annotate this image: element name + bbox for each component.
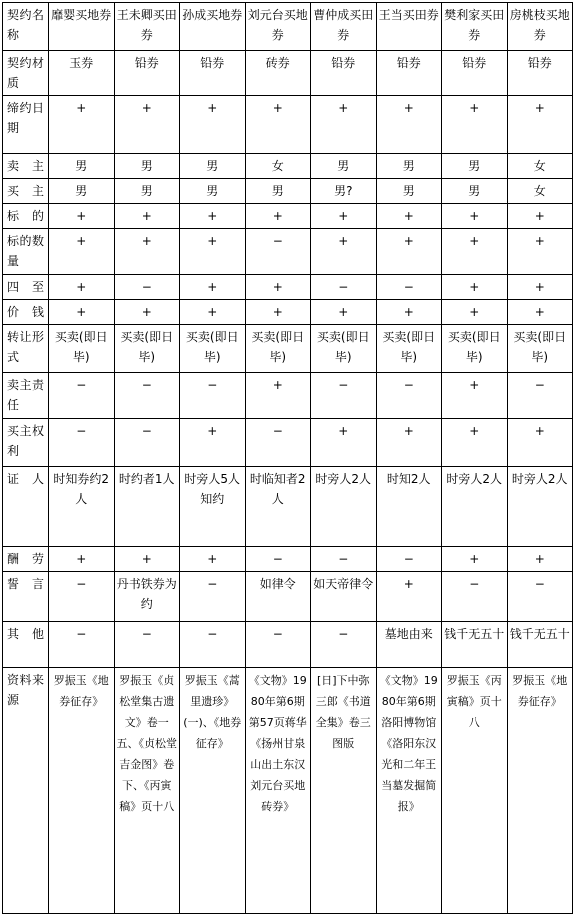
table-cell: − bbox=[507, 373, 573, 419]
table-cell: 《文物》1980年第6期洛阳博物馆《洛阳东汉光和二年王当墓发掘简报》 bbox=[376, 668, 442, 914]
table-cell: + bbox=[245, 373, 311, 419]
table-cell: − bbox=[114, 419, 180, 467]
table-cell: + bbox=[311, 229, 377, 275]
table-cell: + bbox=[180, 300, 246, 325]
contract-name-header: 刘元台买地券 bbox=[245, 3, 311, 51]
table-cell: 时旁人2人 bbox=[442, 467, 508, 547]
table-cell: + bbox=[180, 204, 246, 229]
table-cell: 罗振玉《蒿里遗珍》(一)、《地券征存》 bbox=[180, 668, 246, 914]
table-cell: + bbox=[442, 419, 508, 467]
table-cell: + bbox=[376, 229, 442, 275]
table-cell: − bbox=[114, 622, 180, 668]
table-cell: + bbox=[180, 229, 246, 275]
table-cell: 男 bbox=[114, 179, 180, 204]
table-cell: 《文物》1980年第6期第57页蒋华《扬州甘泉山出土东汉刘元台买地砖券》 bbox=[245, 668, 311, 914]
table-cell: 铅券 bbox=[507, 51, 573, 96]
table-cell: + bbox=[507, 96, 573, 154]
row-label-cell: 标的 bbox=[3, 204, 49, 229]
table-cell: + bbox=[376, 204, 442, 229]
table-cell: − bbox=[376, 275, 442, 300]
table-cell: 如天帝律令 bbox=[311, 572, 377, 622]
table-cell: + bbox=[442, 300, 508, 325]
table-cell: 买卖(即日毕) bbox=[180, 325, 246, 373]
corner-header-cell: 契约名称 bbox=[3, 3, 49, 51]
table-cell: 时知券约2人 bbox=[49, 467, 115, 547]
table-row bbox=[3, 572, 573, 622]
row-label-cell: 价钱 bbox=[3, 300, 49, 325]
table-cell: − bbox=[180, 622, 246, 668]
contract-name-header: 靡婴买地券 bbox=[49, 3, 115, 51]
table-cell: 男 bbox=[180, 179, 246, 204]
table-cell: 买卖(即日毕) bbox=[442, 325, 508, 373]
table-row bbox=[3, 300, 573, 325]
contract-name-header: 王当买田券 bbox=[376, 3, 442, 51]
table-row bbox=[3, 275, 573, 300]
table-row bbox=[3, 668, 573, 914]
table-cell: + bbox=[49, 96, 115, 154]
table-cell: 时约者1人 bbox=[114, 467, 180, 547]
table-cell: − bbox=[442, 572, 508, 622]
table-row bbox=[3, 622, 573, 668]
table-cell: 男? bbox=[311, 179, 377, 204]
table-cell: + bbox=[376, 572, 442, 622]
table-cell: 买卖(即日毕) bbox=[245, 325, 311, 373]
table-cell: + bbox=[311, 419, 377, 467]
table-row bbox=[3, 154, 573, 179]
table-cell: 男 bbox=[311, 154, 377, 179]
row-label-cell: 卖主责任 bbox=[3, 373, 49, 419]
header-row bbox=[3, 3, 573, 51]
row-label-cell: 酬劳 bbox=[3, 547, 49, 572]
table-cell: + bbox=[507, 275, 573, 300]
table-cell: + bbox=[180, 96, 246, 154]
table-cell: + bbox=[311, 96, 377, 154]
table-cell: − bbox=[114, 275, 180, 300]
table-cell: 钱千无五十 bbox=[507, 622, 573, 668]
table-cell: − bbox=[311, 373, 377, 419]
contract-name-header: 孙成买地券 bbox=[180, 3, 246, 51]
table-row bbox=[3, 179, 573, 204]
table-cell: 男 bbox=[442, 154, 508, 179]
row-label-cell: 资料来源 bbox=[3, 668, 49, 914]
table-cell: 玉券 bbox=[49, 51, 115, 96]
table-cell: + bbox=[442, 229, 508, 275]
table-cell: + bbox=[376, 96, 442, 154]
table-cell: + bbox=[376, 300, 442, 325]
row-label-cell: 买主权利 bbox=[3, 419, 49, 467]
table-cell: 罗振玉《丙寅稿》页十八 bbox=[442, 668, 508, 914]
table-row bbox=[3, 229, 573, 275]
table-cell: 时旁人2人 bbox=[507, 467, 573, 547]
table-cell: 男 bbox=[376, 179, 442, 204]
table-cell: 男 bbox=[49, 154, 115, 179]
table-cell: + bbox=[114, 300, 180, 325]
table-cell: 丹书铁券为约 bbox=[114, 572, 180, 622]
table-cell: 时旁人2人 bbox=[311, 467, 377, 547]
table-cell: + bbox=[245, 300, 311, 325]
row-label-cell: 其他 bbox=[3, 622, 49, 668]
table-cell: − bbox=[311, 547, 377, 572]
table-cell: 如律令 bbox=[245, 572, 311, 622]
table-cell: 男 bbox=[442, 179, 508, 204]
table-cell: + bbox=[507, 204, 573, 229]
table-row bbox=[3, 204, 573, 229]
table-body bbox=[3, 51, 573, 914]
table-cell: 男 bbox=[245, 179, 311, 204]
table-cell: − bbox=[245, 229, 311, 275]
table-cell: + bbox=[442, 204, 508, 229]
table-cell: 买卖(即日毕) bbox=[311, 325, 377, 373]
table-cell: + bbox=[49, 275, 115, 300]
table-cell: 铅券 bbox=[311, 51, 377, 96]
table-cell: + bbox=[245, 275, 311, 300]
row-label-cell: 买主 bbox=[3, 179, 49, 204]
row-label-cell: 证人 bbox=[3, 467, 49, 547]
table-row bbox=[3, 51, 573, 96]
table-cell: − bbox=[245, 547, 311, 572]
table-cell: + bbox=[49, 229, 115, 275]
contract-name-header: 曹仲成买田券 bbox=[311, 3, 377, 51]
table-cell: 铅券 bbox=[376, 51, 442, 96]
table-cell: + bbox=[507, 300, 573, 325]
table-cell: − bbox=[245, 419, 311, 467]
table-cell: 男 bbox=[180, 154, 246, 179]
row-label-cell: 誓言 bbox=[3, 572, 49, 622]
table-cell: + bbox=[507, 419, 573, 467]
contract-name-header: 王未卿买田券 bbox=[114, 3, 180, 51]
table-row bbox=[3, 325, 573, 373]
table-cell: 罗振玉《地券征存》 bbox=[49, 668, 115, 914]
table-cell: − bbox=[376, 547, 442, 572]
table-cell: 时知2人 bbox=[376, 467, 442, 547]
table-cell: + bbox=[442, 547, 508, 572]
row-label-cell: 契约材质 bbox=[3, 51, 49, 96]
table-cell: 男 bbox=[376, 154, 442, 179]
table-cell: 男 bbox=[49, 179, 115, 204]
table-cell: 女 bbox=[507, 179, 573, 204]
row-label-cell: 四至 bbox=[3, 275, 49, 300]
table-cell: − bbox=[49, 419, 115, 467]
table-cell: 铅券 bbox=[442, 51, 508, 96]
row-label-cell: 卖主 bbox=[3, 154, 49, 179]
table-cell: + bbox=[180, 547, 246, 572]
table-row bbox=[3, 419, 573, 467]
contract-name-header: 樊利家买田券 bbox=[442, 3, 508, 51]
table-cell: + bbox=[114, 229, 180, 275]
table-cell: + bbox=[311, 204, 377, 229]
table-cell: 买卖(即日毕) bbox=[114, 325, 180, 373]
table-cell: + bbox=[49, 204, 115, 229]
table-cell: 墓地由来 bbox=[376, 622, 442, 668]
table-cell: 女 bbox=[507, 154, 573, 179]
table-cell: − bbox=[49, 622, 115, 668]
table-row bbox=[3, 96, 573, 154]
table-cell: − bbox=[180, 373, 246, 419]
contract-comparison-table bbox=[2, 2, 573, 914]
table-cell: + bbox=[245, 204, 311, 229]
table-cell: − bbox=[311, 275, 377, 300]
table-cell: + bbox=[442, 96, 508, 154]
table-cell: [日]下中弥三郎《书道全集》卷三图版 bbox=[311, 668, 377, 914]
table-cell: + bbox=[442, 373, 508, 419]
table-cell: − bbox=[311, 622, 377, 668]
table-cell: 砖券 bbox=[245, 51, 311, 96]
row-label-cell: 缔约日期 bbox=[3, 96, 49, 154]
table-cell: + bbox=[376, 419, 442, 467]
table-cell: 罗振玉《贞松堂集古遗文》卷一五、《贞松堂吉金图》卷下、《丙寅稿》页十八 bbox=[114, 668, 180, 914]
contract-name-header: 房桃枝买地券 bbox=[507, 3, 573, 51]
table-cell: + bbox=[114, 96, 180, 154]
table-row bbox=[3, 467, 573, 547]
table-cell: − bbox=[245, 622, 311, 668]
table-cell: + bbox=[180, 419, 246, 467]
table-row bbox=[3, 373, 573, 419]
table-cell: + bbox=[507, 229, 573, 275]
table-cell: + bbox=[180, 275, 246, 300]
table-cell: 买卖(即日毕) bbox=[49, 325, 115, 373]
table-cell: 铅券 bbox=[114, 51, 180, 96]
table-cell: − bbox=[49, 572, 115, 622]
table-cell: 钱千无五十 bbox=[442, 622, 508, 668]
table-cell: + bbox=[507, 547, 573, 572]
table-cell: − bbox=[180, 572, 246, 622]
table-cell: 铅券 bbox=[180, 51, 246, 96]
row-label-cell: 标的数量 bbox=[3, 229, 49, 275]
table-cell: + bbox=[245, 96, 311, 154]
table-cell: 时临知者2人 bbox=[245, 467, 311, 547]
table-cell: 买卖(即日毕) bbox=[507, 325, 573, 373]
table-cell: + bbox=[311, 300, 377, 325]
table-cell: − bbox=[49, 373, 115, 419]
table-cell: + bbox=[114, 547, 180, 572]
table-cell: 罗振玉《地券征存》 bbox=[507, 668, 573, 914]
row-label-cell: 转让形式 bbox=[3, 325, 49, 373]
table-cell: − bbox=[376, 373, 442, 419]
table-cell: + bbox=[49, 547, 115, 572]
table-cell: 男 bbox=[114, 154, 180, 179]
table-row bbox=[3, 547, 573, 572]
table-cell: + bbox=[49, 300, 115, 325]
table-cell: 时旁人5人知约 bbox=[180, 467, 246, 547]
table-cell: 买卖(即日毕) bbox=[376, 325, 442, 373]
table-cell: + bbox=[442, 275, 508, 300]
table-cell: 女 bbox=[245, 154, 311, 179]
table-cell: − bbox=[114, 373, 180, 419]
table-cell: − bbox=[507, 572, 573, 622]
table-cell: + bbox=[114, 204, 180, 229]
